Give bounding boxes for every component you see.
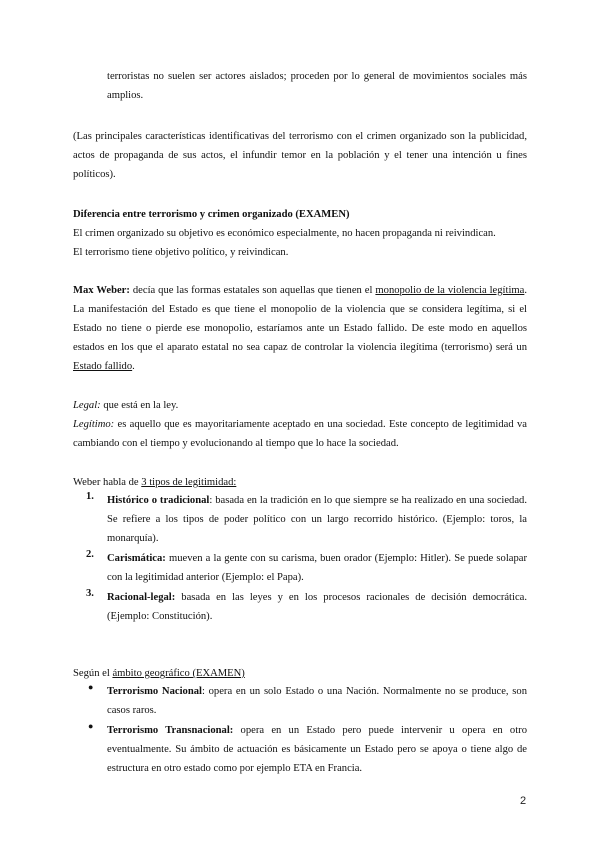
tipos-intro (73, 473, 527, 492)
list-item (73, 549, 527, 587)
intro-continuation: terroristas no suelen ser actores aislados; proceden por lo general de movimientos sociales más amplios. (107, 71, 527, 101)
ambito-intro-link: ámbito geográfico (EXAMEN) (112, 668, 245, 679)
list-item-term: Histórico o tradicional (107, 495, 210, 506)
list-item (73, 491, 527, 548)
definition-legal (73, 396, 527, 415)
list-item-term: Carismática: (107, 553, 166, 564)
tipos-intro-link: 3 tipos de legitimidad: (141, 477, 237, 488)
list-item-term: Racional-legal: (107, 592, 176, 603)
list-number: 2. (86, 549, 94, 560)
ambito-intro (73, 664, 527, 683)
weber-text-a: decía que las formas estatales son aquellas que tienen el (129, 285, 376, 296)
page-number: 2 (520, 795, 527, 807)
ambito-list (73, 682, 527, 778)
bullet-icon: ● (88, 682, 94, 692)
diferencia-line-2: El terrorismo tiene objetivo político, y reivindican. (73, 247, 289, 258)
list-item-term: Terrorismo Nacional (107, 686, 202, 697)
list-item-text: mueven a la gente con su carisma, buen orador (Ejemplo: Hitler). Se puede solapar con la legitimidad anterior (Ejemplo: el Papa). (107, 553, 527, 583)
parenthetical-paragraph: (Las principales características identificativas del terrorismo con el crimen organizado son la publicidad, actos de propaganda de sus actos, el infundir temor en la población y el tener una intención u fines políticos). (73, 131, 527, 180)
legitimo-text: es aquello que es mayoritariamente aceptado en una sociedad. Este concepto de legitimidad va cambiando con el tiempo y evolucionando al tiempo que lo hace la sociedad. (73, 419, 527, 449)
ambito-intro-text: Según el (73, 668, 113, 679)
list-item (73, 682, 527, 720)
legitimo-term: Legítimo: (73, 419, 115, 430)
list-item (73, 588, 527, 626)
legal-text: que está en la ley. (100, 400, 179, 411)
tipos-list (73, 491, 527, 626)
bullet-icon: ● (88, 721, 94, 731)
list-item-text: basada en las leyes y en los procesos racionales de decisión democrática. (Ejemplo: Constitución). (107, 592, 527, 622)
legal-term: Legal: (73, 400, 101, 411)
list-item-term: Terrorismo Transnacional: (107, 725, 234, 736)
definition-legitimo (73, 415, 527, 453)
weber-text-c: . (132, 361, 135, 372)
list-item-text: opera en un Estado pero puede intervenir u opera en otro eventualmente. Su ámbito de actuación es básicamente un Estado pero se apoya o tiene algo de estructura en otro estado como por ejemplo ETA en Francia. (107, 725, 527, 774)
list-item-text: : opera en un solo Estado o una Nación. Normalmente no se produce, son casos raros. (107, 686, 527, 716)
list-item-text: : basada en la tradición en lo que siempre se ha realizado en una sociedad. Se refiere a los tipos de poder político con un largo recorrido histórico. (Ejemplo: toros, la monarquía). (107, 495, 528, 544)
tipos-intro-text: Weber habla de (73, 477, 142, 488)
diferencia-line-1: El crimen organizado su objetivo es económico especialmente, no hacen propaganda ni reivindican. (73, 228, 496, 239)
weber-link-estado-fallido: Estado fallido (73, 361, 133, 372)
list-item (73, 721, 527, 778)
weber-name: Max Weber: (73, 285, 130, 296)
list-number: 3. (86, 588, 94, 599)
weber-link-monopolio: monopolio de la violencia legítima (375, 285, 525, 296)
section-heading-diferencia: Diferencia entre terrorismo y crimen organizado (EXAMEN) (73, 209, 350, 220)
weber-paragraph (73, 281, 527, 376)
weber-text-b: . La manifestación del Estado es que tiene el monopolio de la violencia que se considera legítima, si el Estado no tiene o pierde ese monopolio, estaríamos ante un Estado fallido. De este modo en aquellos estados en los que el aparato estatal no sea capaz de controlar la violencia ilegítima (terrorismo) será un (73, 285, 527, 353)
list-number: 1. (86, 491, 94, 502)
